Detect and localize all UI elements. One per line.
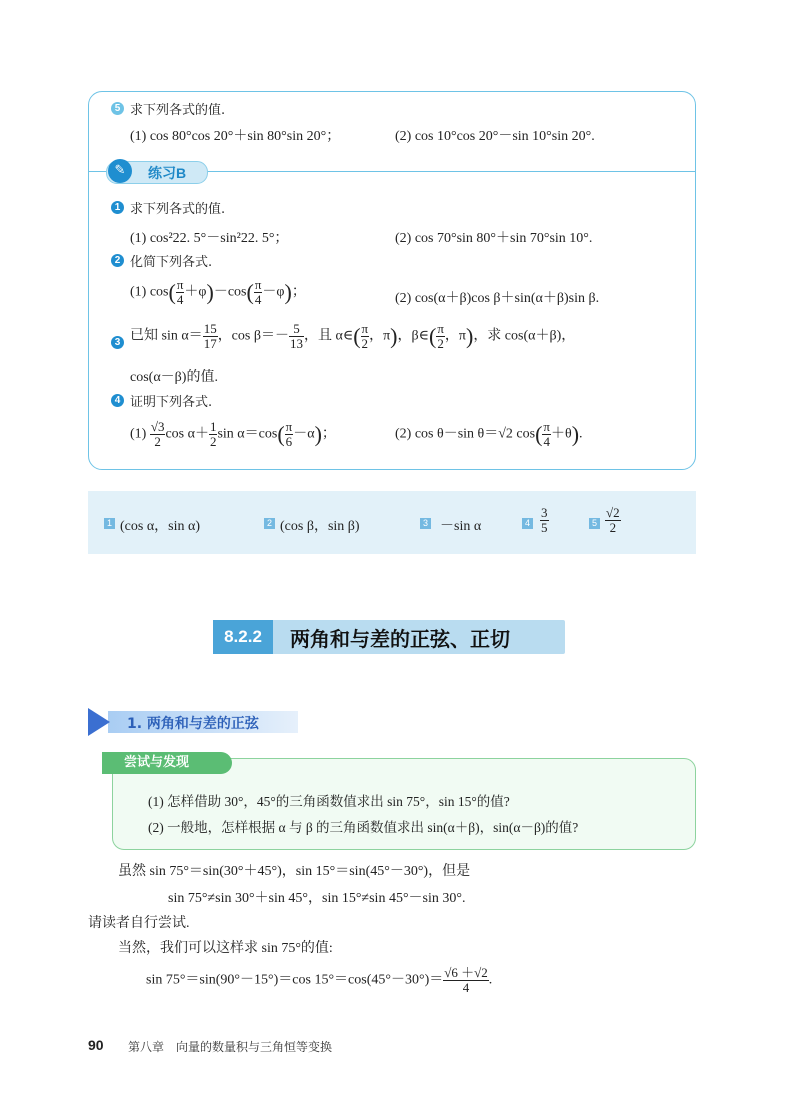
answer-1-number: 1 [104,518,115,529]
page-number: 90 [88,1037,104,1053]
exercise-5-p2: cos 10°cos 20°－sin 10°sin 20°. [414,129,595,144]
answer-3-number: 3 [420,518,431,529]
answer-2-number: 2 [264,518,275,529]
body-line-2: sin 75°≠sin 30°＋sin 45°，sin 15°≠sin 45°－sin 30°. [168,891,466,906]
subsection-title: 1. 两角和与差的正弦 [127,716,259,732]
section-title: 两角和与差的正弦、正切 [290,627,510,651]
practice-b-q3-line2: cos(α－β)的值. [130,370,218,385]
practice-b-q3-number: 3 [111,336,124,349]
practice-b-q2-p2: (2) cos(α＋β)cos β＋sin(α＋β)sin β. [395,291,600,306]
exercise-5-title: 求下列各式的值. [130,103,226,118]
answer-5-number: 5 [589,518,600,529]
body-line-4: 当然，我们可以这样求 sin 75°的值: [118,941,333,956]
practice-b-q2-number: 2 [111,254,124,267]
practice-b-q1-title: 求下列各式的值. [130,202,226,217]
chapter-title: 第八章 向量的数量积与三角恒等变换 [128,1040,333,1054]
exercise-5-p1: cos 80°cos 20°＋sin 80°sin 20°； [149,129,341,144]
practice-b-q4-number: 4 [111,394,124,407]
body-line-1: 虽然 sin 75°＝sin(30°＋45°)，sin 15°＝sin(45°－30°)，但是 [118,864,471,879]
answer-5: $\frac{√2}{2}$ [606,505,620,535]
practice-b-q2-p1: (1) cos( $\frac{\pi}{4}$ ＋φ)－cos( $\frac{\pi}{4}$ －φ)； [130,277,306,307]
exercise-5-p2-label: (2) [395,129,412,144]
practice-b-q4-p2: (2) cos θ－sin θ＝√2 cos( $\frac{\pi}{4}$ ＋θ). [395,419,583,449]
practice-b-q4-title: 证明下列各式. [130,395,213,410]
practice-b-q2-title: 化简下列各式. [130,255,213,270]
answer-4: $\frac{3}{5}$ [541,505,548,535]
practice-b-q1-p2: (2) cos 70°sin 80°＋sin 70°sin 10°. [395,231,593,246]
arrow-right-icon [88,708,110,736]
exercise-5-part-1 [130,125,340,145]
answer-1: (cos α，sin α) [120,519,200,534]
body-equation: sin 75°＝sin(90°－15°)＝cos 15°＝cos(45°－30°)＝ $\frac{√6 +√2}{4}$ . [146,965,493,995]
practice-b-label: 练习B [148,165,187,181]
answer-2: (cos β，sin β) [280,519,360,534]
section-number: 8.2.2 [213,620,273,654]
exercise-5-part-2 [395,125,595,145]
practice-b-q1-number: 1 [111,201,124,214]
body-line-3: 请读者自行尝试. [88,916,190,931]
answer-3: －sin α [440,519,482,534]
exercise-5-p1-label: (1) [130,129,147,144]
practice-b-q1-p1: (1) cos²22. 5°－sin²22. 5°； [130,231,289,246]
practice-b-q4-p1: (1) $\frac{√3}{2}$ cos α＋ $\frac{1}{2}$ sin α＝cos( $\frac{\pi}{6}$ －α)； [130,419,336,449]
exercise-5-number: 5 [111,102,124,115]
try-discover-q1: (1) 怎样借助 30°，45°的三角函数值求出 sin 75°，sin 15°的值? [148,794,510,809]
try-discover-q2: (2) 一般地，怎样根据 α 与 β 的三角函数值求出 sin(α＋β)，sin(α－β)的值? [148,820,579,835]
practice-b-q3-line1: 已知 sin α＝ $\frac{15}{17}$ ，cos β＝－ $\frac{5}{13}$ ，且 α∈( $\frac{\pi}{2}$ ，π)，β∈( $\frac{\pi}{2}$ ，π)，求 cos(α＋β)， [130,321,576,351]
globe-icon: ✎ [108,159,132,183]
try-discover-label: 尝试与发现 [102,752,232,774]
answer-4-number: 4 [522,518,533,529]
